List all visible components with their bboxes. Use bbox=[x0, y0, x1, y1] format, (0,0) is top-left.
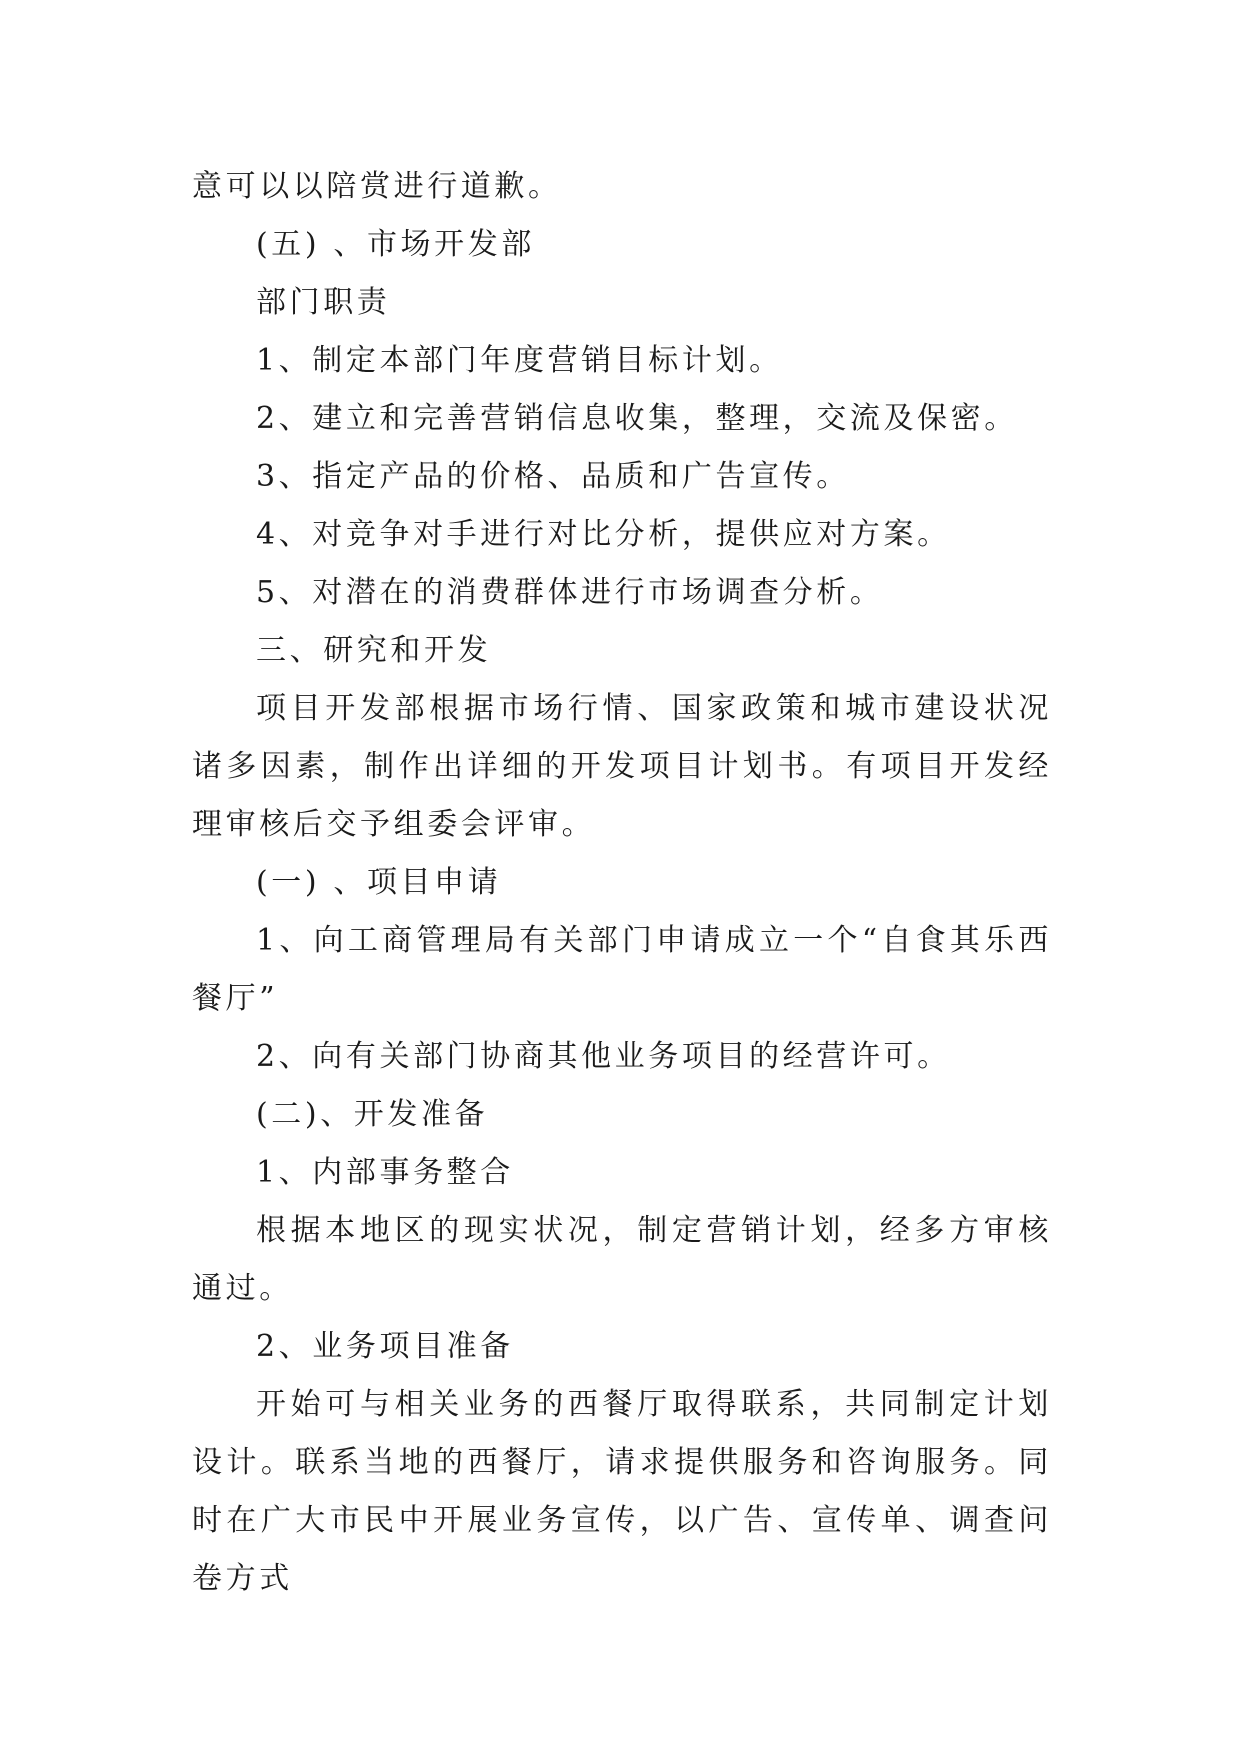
paragraph-12: 1、向工商管理局有关部门申请成立一个“自食其乐西餐厅” bbox=[192, 923, 1052, 1016]
paragraph-5: 2、建立和完善营销信息收集，整理，交流及保密。 bbox=[256, 401, 1018, 436]
paragraph-8: 5、对潜在的消费群体进行市场调查分析。 bbox=[256, 575, 884, 610]
paragraph-3: 部门职责 bbox=[256, 285, 391, 320]
paragraph-9: 三、研究和开发 bbox=[256, 633, 492, 668]
paragraph-4: 1、制定本部门年度营销目标计划。 bbox=[256, 343, 783, 378]
paragraph-7: 4、对竞争对手进行对比分析，提供应对方案。 bbox=[256, 517, 951, 552]
paragraph-15: 1、内部事务整合 bbox=[256, 1155, 514, 1190]
paragraph-16: 根据本地区的现实状况，制定营销计划，经多方审核通过。 bbox=[192, 1213, 1052, 1306]
document-body bbox=[192, 158, 1052, 1608]
paragraph-17: 2、业务项目准备 bbox=[256, 1329, 514, 1364]
paragraph-10: 项目开发部根据市场行情、国家政策和城市建设状况诸多因素，制作出详细的开发项目计划书。有项目开发经理审核后交予组委会评审。 bbox=[192, 691, 1052, 842]
paragraph-2: (五) 、市场开发部 bbox=[256, 227, 535, 262]
paragraph-1: 意可以以陪赏进行道歉。 bbox=[192, 169, 562, 204]
paragraph-11: (一) 、项目申请 bbox=[256, 865, 502, 900]
paragraph-6: 3、指定产品的价格、品质和广告宣传。 bbox=[256, 459, 850, 494]
paragraph-18: 开始可与相关业务的西餐厅取得联系，共同制定计划设计。联系当地的西餐厅，请求提供服务和咨询服务。同时在广大市民中开展业务宣传，以广告、宣传单、调查问卷方式 bbox=[192, 1387, 1052, 1596]
paragraph-14: (二)、开发准备 bbox=[256, 1097, 489, 1132]
paragraph-13: 2、向有关部门协商其他业务项目的经营许可。 bbox=[256, 1039, 951, 1074]
